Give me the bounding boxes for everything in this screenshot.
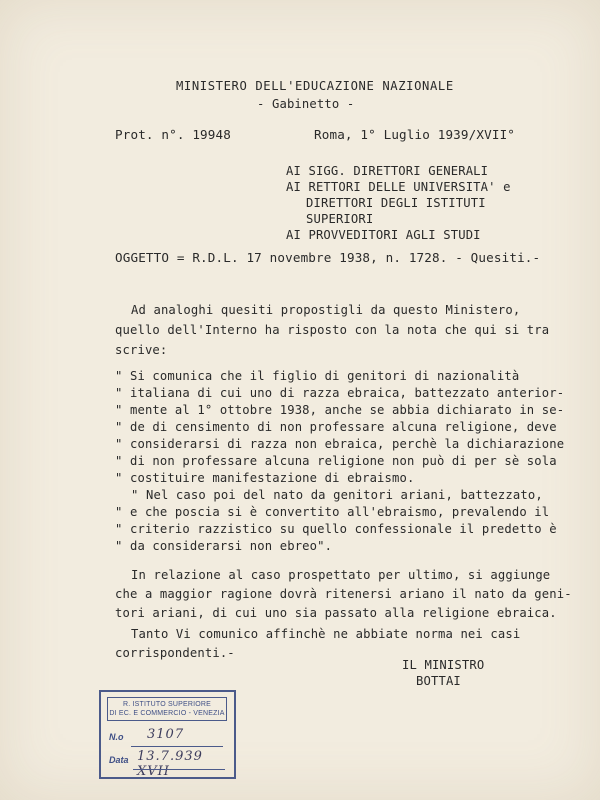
office-subheading: - Gabinetto - xyxy=(257,97,355,111)
quote-line: " italiana di cui uno di razza ebraica, battezzato anterior- xyxy=(115,386,565,400)
intro-line: Ad analoghi quesiti propostigli da questo Ministero, xyxy=(131,303,521,317)
stamp-number-value: 3107 xyxy=(147,727,185,742)
recipient-line: AI RETTORI DELLE UNIVERSITA' e xyxy=(286,180,511,194)
protocol-number: Prot. n°. 19948 xyxy=(115,127,231,142)
ministry-heading: MINISTERO DELL'EDUCAZIONE NAZIONALE xyxy=(176,79,454,93)
relation-line: In relazione al caso prospettato per ultimo, si aggiunge xyxy=(131,568,551,582)
signature-name: BOTTAI xyxy=(416,674,461,688)
quote-line: " considerarsi di razza non ebraica, perchè la dichiarazione xyxy=(115,437,565,451)
quote-line: " da considerarsi non ebreo". xyxy=(115,539,333,553)
closing-line: Tanto Vi comunico affinchè ne abbiate norma nei casi xyxy=(131,627,521,641)
recipient-line: SUPERIORI xyxy=(306,212,374,226)
recipient-line: DIRETTORI DEGLI ISTITUTI xyxy=(306,196,486,210)
relation-line: tori ariani, di cui uno sia passato alla religione ebraica. xyxy=(115,606,557,620)
stamp-date-label: Data xyxy=(109,755,129,765)
stamp-institution-box xyxy=(107,697,227,721)
subject-line: OGGETTO = R.D.L. 17 novembre 1938, n. 1728. - Quesiti.- xyxy=(115,250,541,265)
quote-line: " di non professare alcuna religione non può di per sè sola xyxy=(115,454,557,468)
quote-line: " criterio razzistico su quello confessionale il predetto è xyxy=(115,522,557,536)
intro-line: scrive: xyxy=(115,343,168,357)
quote-line: " de di censimento di non professare alcuna religione, deve xyxy=(115,420,557,434)
relation-line: che a maggior ragione dovrà ritenersi ariano il nato da geni- xyxy=(115,587,572,601)
intro-line: quello dell'Interno ha risposto con la nota che qui si tra xyxy=(115,323,550,337)
quote-line: " costituire manifestazione di ebraismo. xyxy=(115,471,415,485)
quote-line: " Nel caso poi del nato da genitori ariani, battezzato, xyxy=(131,488,543,502)
recipient-line: AI SIGG. DIRETTORI GENERALI xyxy=(286,164,489,178)
stamp-number-label: N.o xyxy=(109,732,124,742)
place-date: Roma, 1° Luglio 1939/XVII° xyxy=(314,127,516,142)
quote-line: " e che poscia si è convertito all'ebraismo, prevalendo il xyxy=(115,505,550,519)
stamp-date-rule xyxy=(133,769,225,770)
receipt-stamp xyxy=(99,690,236,779)
quote-line: " mente al 1° ottobre 1938, anche se abbia dichiarato in se- xyxy=(115,403,565,417)
recipient-line: AI PROVVEDITORI AGLI STUDI xyxy=(286,228,481,242)
stamp-institution-line: DI EC. E COMMERCIO - VENEZIA xyxy=(109,710,225,717)
stamp-date-value: 13.7.939 XVII xyxy=(137,749,203,779)
closing-line: corrispondenti.- xyxy=(115,646,235,660)
quote-line: " Si comunica che il figlio di genitori di nazionalità xyxy=(115,369,520,383)
signature-title: IL MINISTRO xyxy=(402,658,485,672)
stamp-institution-line: R. ISTITUTO SUPERIORE xyxy=(122,701,212,708)
stamp-number-rule xyxy=(131,746,223,747)
